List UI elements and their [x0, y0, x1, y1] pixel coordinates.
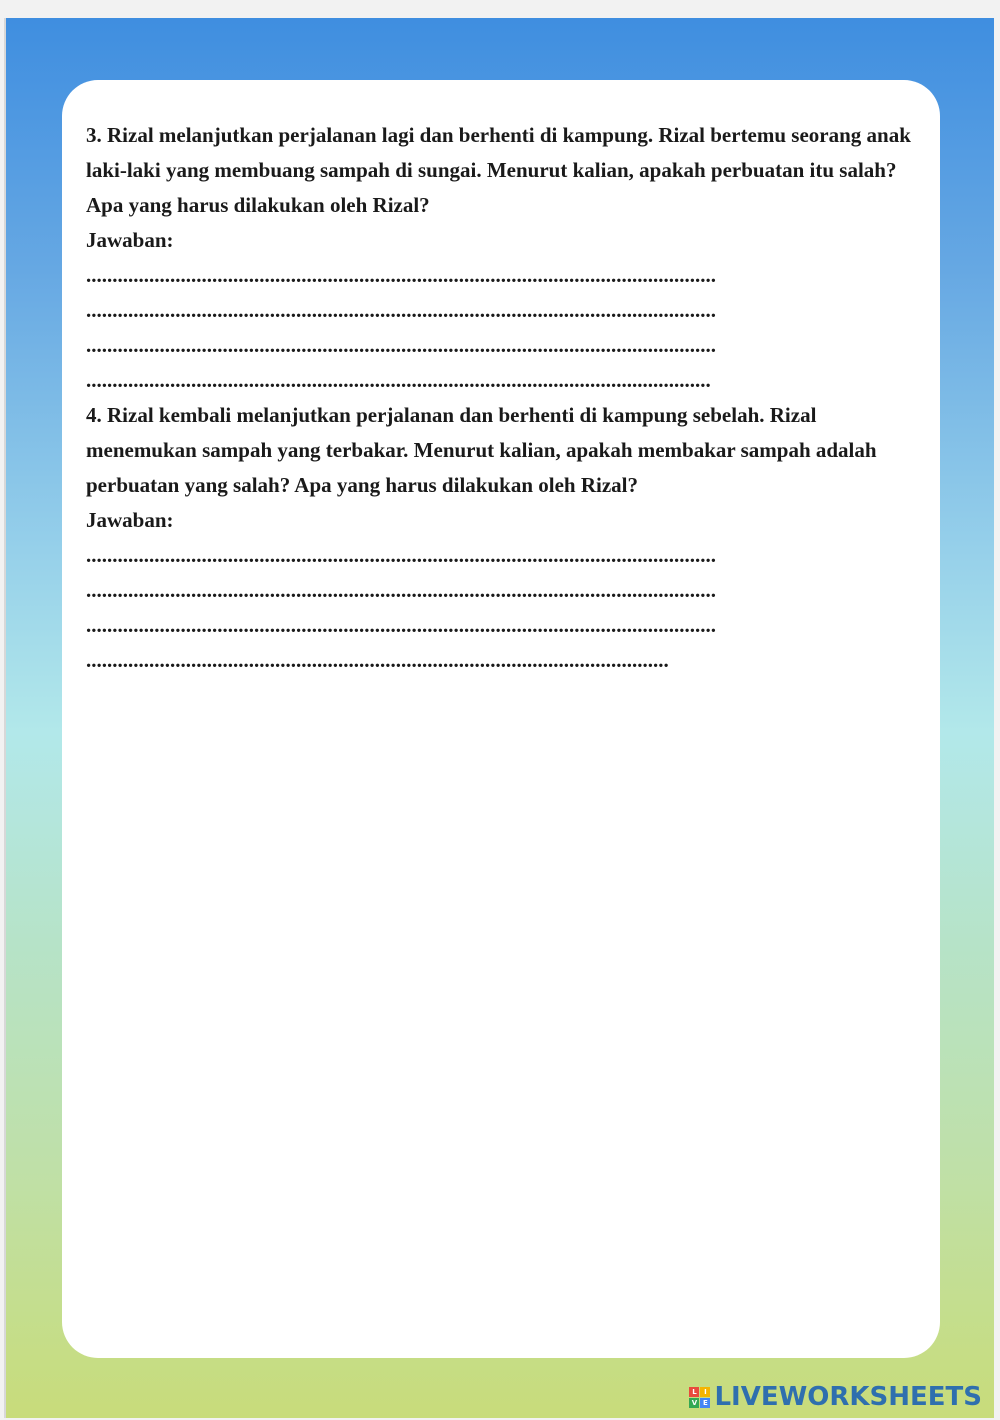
question-text: 4. Rizal kembali melanjutkan perjalanan dan berhenti di kampung sebelah. Rizal menemukan sampah yang terbakar. Menurut kalian, apakah membakar sampah adalah perbuatan yang salah? Apa yang harus dilakukan oleh Rizal?	[86, 403, 877, 497]
worksheet-content	[86, 118, 918, 678]
answer-line[interactable]: ........................................................................................................................	[86, 333, 716, 357]
answer-line[interactable]: ........................................................................................................................	[86, 263, 716, 287]
answer-line[interactable]: ........................................................................................................................	[86, 543, 716, 567]
logo-text: LIVEWORKSHEETS	[714, 1382, 982, 1412]
question-4	[86, 398, 918, 678]
worksheet-page	[4, 18, 994, 1418]
logo-mark-letter: V	[689, 1398, 699, 1408]
answer-line[interactable]: ........................................................................................................................	[86, 613, 716, 637]
answer-label: Jawaban:	[86, 228, 174, 252]
answer-label: Jawaban:	[86, 508, 174, 532]
answer-line[interactable]: .......................................................................................................................	[86, 368, 711, 392]
worksheet-card	[62, 80, 940, 1358]
logo-mark-icon	[689, 1387, 710, 1408]
answer-line[interactable]: ........................................................................................................................	[86, 298, 716, 322]
question-text: 3. Rizal melanjutkan perjalanan lagi dan berhenti di kampung. Rizal bertemu seorang anak laki-laki yang membuang sampah di sungai. Menurut kalian, apakah perbuatan itu salah? Apa yang harus dilakukan oleh Rizal?	[86, 123, 911, 217]
answer-line[interactable]: ...............................................................................................................	[86, 648, 669, 672]
question-3	[86, 118, 918, 398]
logo-mark-letter: L	[689, 1387, 699, 1397]
logo-mark-letter: I	[700, 1387, 710, 1397]
liveworksheets-logo	[689, 1382, 982, 1412]
answer-line[interactable]: ........................................................................................................................	[86, 578, 716, 602]
logo-mark-letter: E	[700, 1398, 710, 1408]
